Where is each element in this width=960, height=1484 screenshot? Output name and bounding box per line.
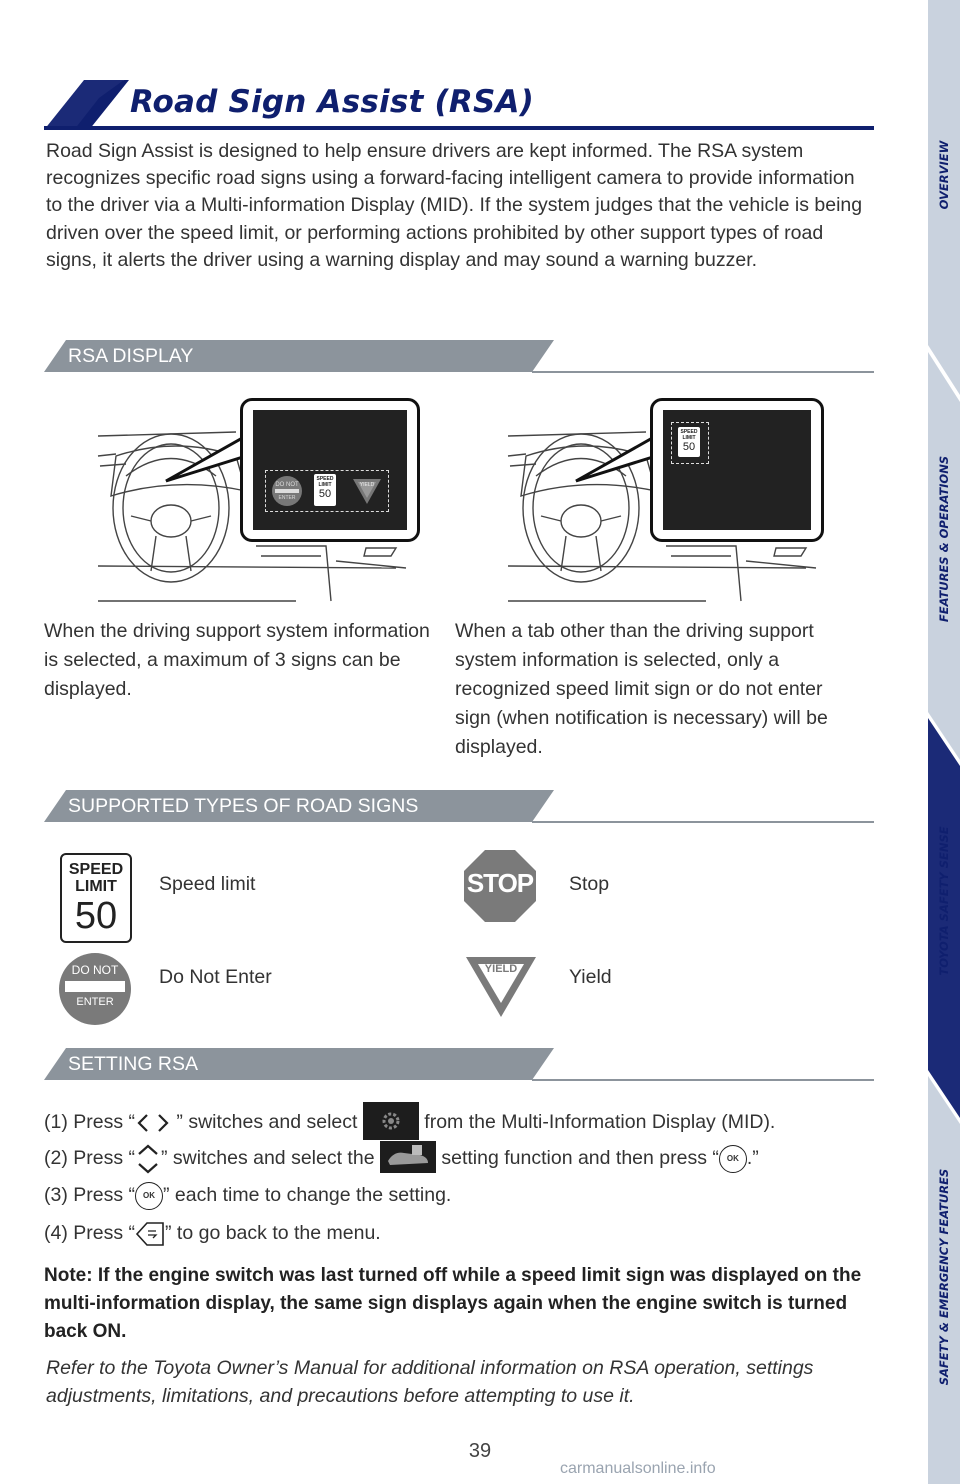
mid-callout-right bbox=[650, 398, 824, 542]
speed-limit-sign-limit: LIMIT bbox=[75, 878, 117, 895]
refer-text: Refer to the Toyota Owner’s Manual for additional information on RSA operation, settings adjustments, limitations, and precautions before attempting to use it. bbox=[46, 1357, 814, 1407]
speed-limit-sign-speed: SPEED bbox=[68, 861, 124, 878]
step-1-text-a: (1) Press “ bbox=[44, 1111, 136, 1134]
yield-sign-text: YIELD bbox=[484, 963, 518, 975]
mid-speed-limit-icon-right bbox=[678, 427, 700, 457]
step-3-text-a: (3) Press “ bbox=[44, 1184, 136, 1207]
nav-tab-safety-emergency[interactable]: SAFETY & EMERGENCY FEATURES bbox=[937, 1168, 951, 1386]
ok-button-icon: OK bbox=[719, 1145, 747, 1173]
section-label-setting: SETTING RSA bbox=[68, 1053, 199, 1075]
mid-do-not-text: DO NOT bbox=[275, 482, 299, 488]
sign-tray-left bbox=[265, 470, 389, 512]
mid-speed-limit-icon bbox=[314, 474, 336, 506]
nav-tab-features-operations[interactable]: FEATURES & OPERATIONS bbox=[937, 455, 951, 623]
section-label-rsa-display: RSA DISPLAY bbox=[68, 345, 194, 367]
do-not-enter-sign-top: DO NOT bbox=[71, 963, 119, 977]
display-caption-left: When the driving support system information is selected, a maximum of 3 signs can be displayed. bbox=[44, 620, 430, 700]
note-text: Note: If the engine switch was last turned off while a speed limit sign was displayed on the multi-information display, the same sign displays again when the engine switch is turned back ON. bbox=[44, 1265, 862, 1342]
page-number: 39 bbox=[468, 1440, 492, 1462]
display-caption-right: When a tab other than the driving support system information is selected, only a recognized speed limit sign or do not enter sign (when notification is necessary) will be displayed. bbox=[455, 620, 828, 758]
mid-fifty-text-right: 50 bbox=[682, 441, 696, 453]
mid-limit-text: LIMIT bbox=[318, 482, 332, 488]
step-4-text-b: ” to go back to the menu. bbox=[165, 1222, 381, 1245]
gear-icon bbox=[363, 1102, 419, 1140]
step-2-text-d: .” bbox=[746, 1147, 759, 1170]
step-4-text-a: (4) Press “ bbox=[44, 1222, 136, 1245]
mid-fifty-text: 50 bbox=[318, 488, 332, 500]
step-1 bbox=[44, 1104, 775, 1142]
step-4 bbox=[44, 1221, 381, 1247]
nav-tab-toyota-safety-sense[interactable]: TOYOTA SAFETY SENSE bbox=[937, 826, 951, 976]
sign-label-speed-limit: Speed limit bbox=[159, 873, 256, 895]
page-title: Road Sign Assist (RSA) bbox=[130, 84, 535, 120]
step-2-text-a: (2) Press “ bbox=[44, 1147, 136, 1170]
mid-yield-text: YIELD bbox=[359, 482, 375, 488]
mid-screen-right bbox=[663, 410, 811, 530]
mid-speed-text-right: SPEED bbox=[680, 429, 698, 435]
step-3-text-b: ” each time to change the setting. bbox=[163, 1184, 452, 1207]
mid-speed-text: SPEED bbox=[316, 476, 334, 482]
sign-label-stop: Stop bbox=[569, 873, 610, 895]
intro-paragraph: Road Sign Assist is designed to help ensure drivers are kept informed. The RSA system recognizes specific road signs using a forward-facing intelligent camera to provide information to the driver via a Multi-information Display (MID). If the system judges that the vehicle is being driven over the speed limit, or performing actions prohibited by other support types of road signs, it alerts the driver using a warning display and may sound a warning buzzer. bbox=[46, 140, 863, 271]
mid-limit-text-right: LIMIT bbox=[682, 435, 696, 441]
do-not-enter-sign-icon bbox=[59, 953, 131, 1025]
mid-do-not-enter-icon bbox=[272, 476, 302, 506]
step-2-text-c: setting function and then press “ bbox=[435, 1147, 719, 1170]
step-2 bbox=[44, 1143, 759, 1175]
step-1-text-c: from the Multi-Information Display (MID). bbox=[418, 1111, 776, 1134]
sign-label-yield: Yield bbox=[569, 966, 612, 988]
sign-label-do-not-enter: Do Not Enter bbox=[159, 966, 272, 988]
mid-callout-left bbox=[240, 398, 420, 542]
section-label-supported: SUPPORTED TYPES OF ROAD SIGNS bbox=[68, 795, 419, 817]
rsa-setting-icon bbox=[380, 1141, 436, 1173]
speed-limit-sign-value: 50 bbox=[74, 895, 118, 937]
step-2-text-b: ” switches and select the bbox=[161, 1147, 380, 1170]
step-1-text-b: ” switches and select bbox=[171, 1111, 363, 1134]
back-button-icon bbox=[135, 1221, 165, 1247]
stop-sign-text: STOP bbox=[466, 868, 534, 898]
left-right-arrows-icon bbox=[135, 1112, 171, 1134]
do-not-enter-sign-bottom: ENTER bbox=[76, 996, 114, 1008]
up-down-arrows-icon bbox=[135, 1144, 161, 1174]
mid-screen-left bbox=[253, 410, 407, 530]
sign-tray-right bbox=[671, 422, 709, 464]
step-3 bbox=[44, 1182, 451, 1210]
nav-tab-overview[interactable]: OVERVIEW bbox=[937, 140, 951, 210]
mid-enter-text: ENTER bbox=[278, 495, 296, 501]
ok-button-icon: OK bbox=[135, 1182, 163, 1210]
speed-limit-sign-icon bbox=[60, 853, 132, 943]
watermark: carmanualsonline.info bbox=[560, 1460, 716, 1477]
